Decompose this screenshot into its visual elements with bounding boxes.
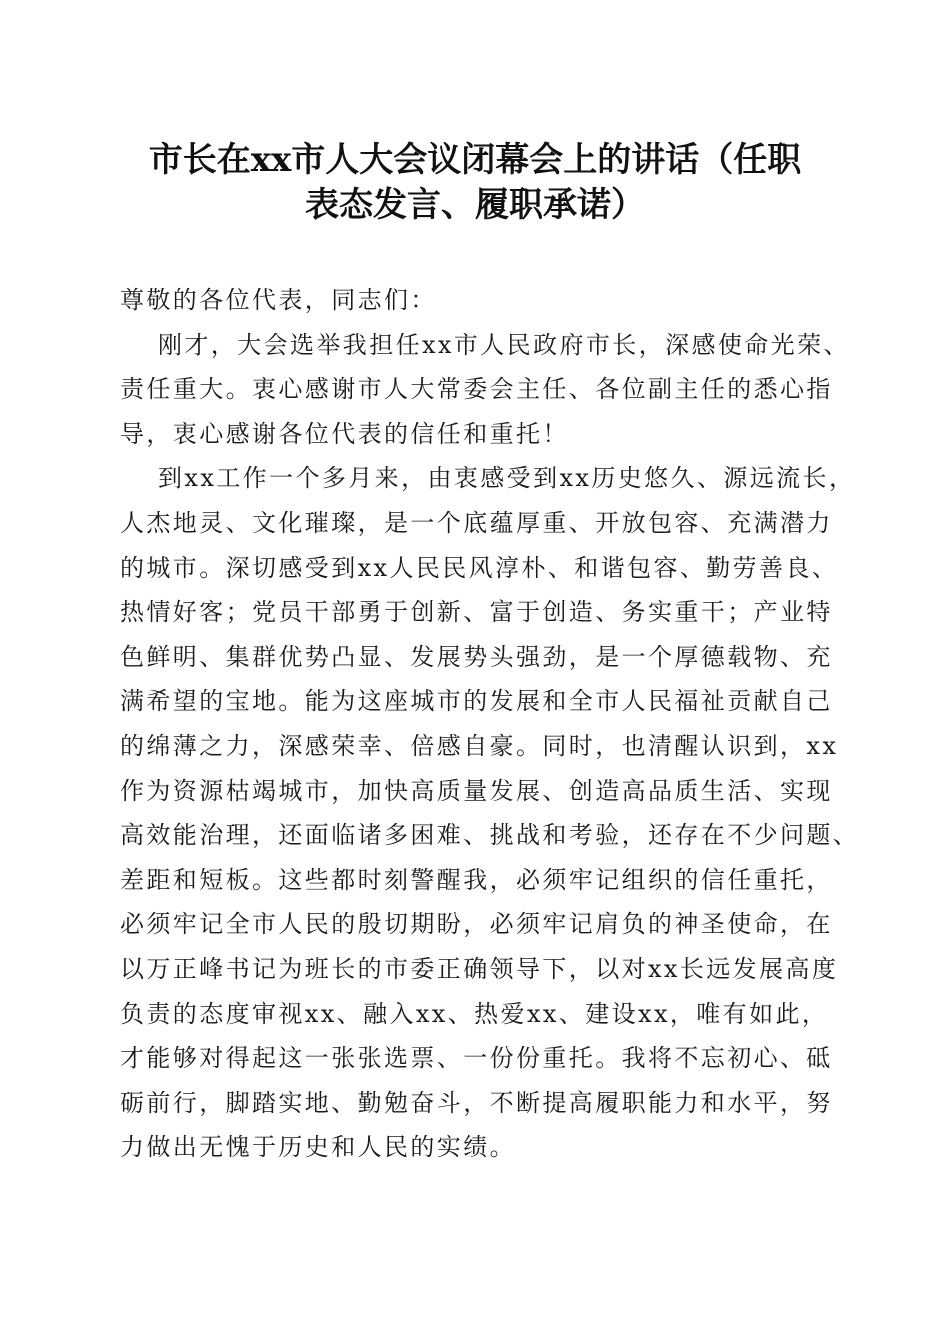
- paragraph-line: 刚才，大会选举我担任xx市人民政府市长，深感使命光荣、: [158, 330, 850, 359]
- paragraph-line: 到xx工作一个多月来，由衷感受到xx历史悠久、源远流长，: [158, 464, 856, 493]
- paragraph-line: 人杰地灵、文化璀璨，是一个底蕴厚重、开放包容、充满潜力: [120, 508, 833, 537]
- paragraph-line: 色鲜明、集群优势凸显、发展势头强劲，是一个厚德载物、充: [120, 642, 833, 671]
- paragraph-line: 满希望的宝地。能为这座城市的发展和全市人民福祉贡献自己: [120, 687, 833, 716]
- paragraph-line: 必须牢记全市人民的殷切期盼，必须牢记肩负的神圣使命，在: [120, 910, 833, 939]
- salutation: 尊敬的各位代表，同志们：: [120, 286, 437, 314]
- title-line: 表态发言、履职承诺）: [305, 185, 645, 225]
- paragraph-line: 砺前行，脚踏实地、勤勉奋斗，不断提高履职能力和水平，努: [120, 1088, 833, 1117]
- title-line: 市长在xx市人大会议闭幕会上的讲话（任职: [148, 140, 802, 180]
- paragraph-line: 的绵薄之力，深感荣幸、倍感自豪。同时，也清醒认识到，xx: [120, 731, 839, 760]
- paragraph-line: 热情好客；党员干部勇于创新、富于创造、务实重干；产业特: [120, 598, 833, 627]
- paragraph-line: 以万正峰书记为班长的市委正确领导下，以对xx长远发展高度: [120, 954, 839, 983]
- paragraph-line: 才能够对得起这一张张选票、一份份重托。我将不忘初心、砥: [120, 1044, 833, 1073]
- paragraph-line: 力做出无愧于历史和人民的实绩。: [120, 1133, 516, 1162]
- paragraph-line: 负责的态度审视xx、融入xx、热爱xx、建设xx，唯有如此，: [120, 999, 829, 1028]
- paragraph-line: 差距和短板。这些都时刻警醒我，必须牢记组织的信任重托，: [120, 865, 833, 894]
- paragraph-line: 作为资源枯竭城市，加快高质量发展、创造高品质生活、实现: [120, 776, 833, 805]
- document-body: [120, 278, 860, 1170]
- paragraph-line: 责任重大。衷心感谢市人大常委会主任、各位副主任的悉心指: [120, 375, 833, 404]
- paragraph-line: 的城市。深切感受到xx人民民风淳朴、和谐包容、勤劳善良、: [120, 553, 839, 582]
- document-title: [100, 138, 850, 228]
- paragraph-line: 高效能治理，还面临诸多困难、挑战和考验，还存在不少问题、: [120, 821, 860, 850]
- paragraph-line: 导，衷心感谢各位代表的信任和重托！: [120, 419, 569, 448]
